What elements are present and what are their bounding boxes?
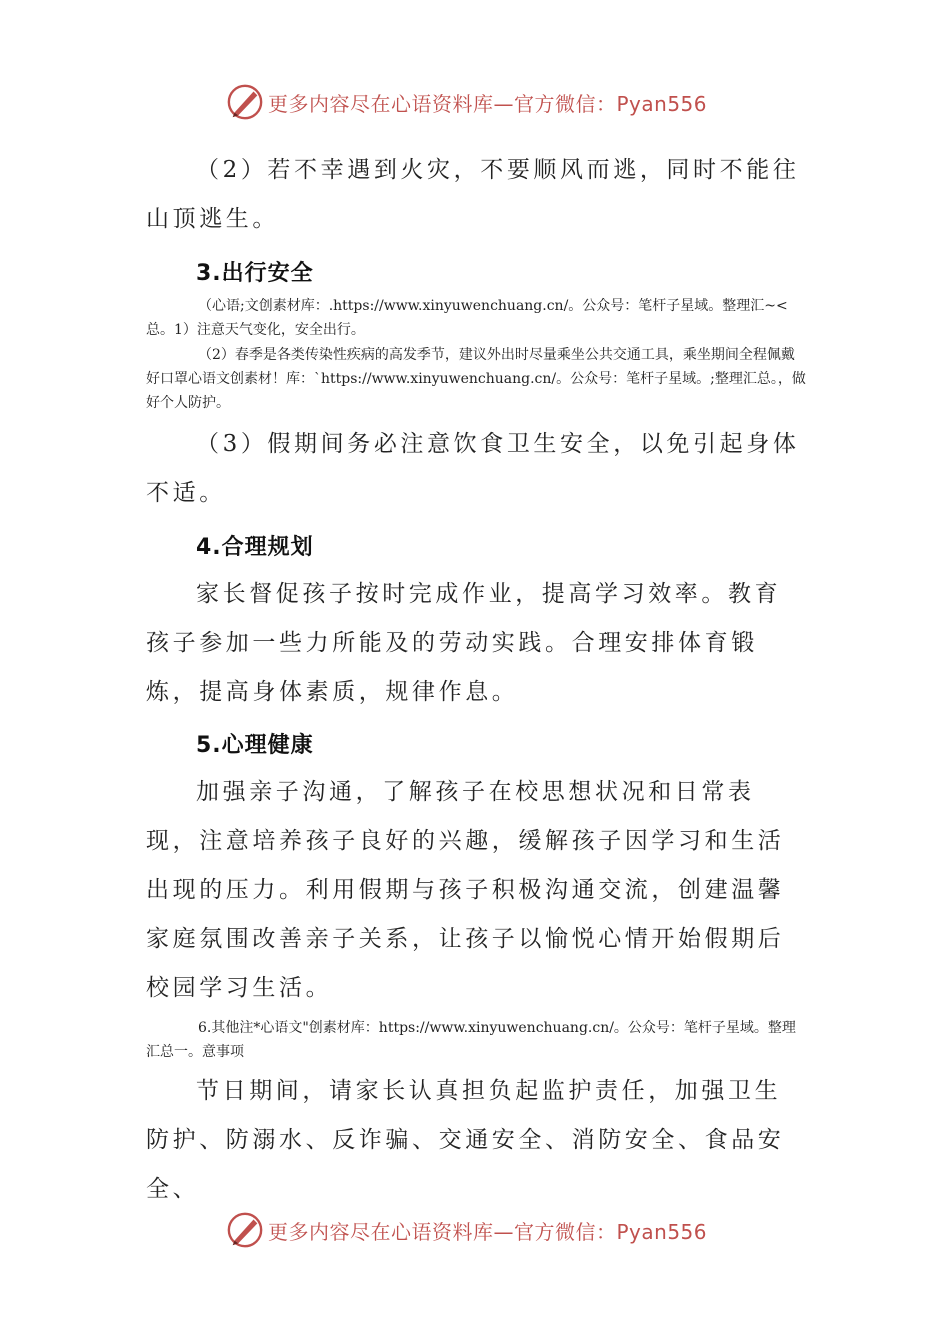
pen-logo-icon xyxy=(226,1211,264,1249)
heading-planning: 4.合理规划 xyxy=(196,535,314,560)
header-banner xyxy=(226,82,707,122)
footer-banner xyxy=(226,1210,707,1250)
banner-text: 更多内容尽在心语资料库—官方微信：Pyan556 xyxy=(268,1219,708,1244)
paragraph-food-safety: （3）假期间务必注意饮食卫生安全，以免引起身体不适。 xyxy=(146,431,800,506)
paragraph-fire-escape: （2）若不幸遇到火灾，不要顺风而逃，同时不能往山顶逃生。 xyxy=(146,157,800,232)
note-epidemic: （2）春季是各类传染性疾病的高发季节，建议外出时尽量乘坐公共交通工具，乘坐期间全程佩戴好口罩心语文创素材！库：`https://www.xinyuwenchuang.cn/。公众号：笔杆子星域。;整理汇总。，做好个人防护。 xyxy=(146,347,806,411)
paragraph-holiday-supervision: 节日期间，请家长认真担负起监护责任，加强卫生防护、防溺水、反诈骗、交通安全、消防安全、食品安全、 xyxy=(146,1078,785,1202)
paragraph-planning: 家长督促孩子按时完成作业，提高学习效率。教育孩子参加一些力所能及的劳动实践。合理安排体育锻炼，提高身体素质，规律作息。 xyxy=(146,581,782,705)
note-weather: （心语;文创素材库：.https://www.xinyuwenchuang.cn/。公众号：笔杆子星域。整理汇~<总。1）注意天气变化，安全出行。 xyxy=(146,298,788,338)
pen-logo-icon xyxy=(226,83,264,121)
note-other-matters: 6.其他注*心语文"创素材库：https://www.xinyuwenchuang.cn/。公众号：笔杆子星域。整理汇总一。意事项 xyxy=(146,1020,796,1060)
heading-mental-health: 5.心理健康 xyxy=(196,733,314,758)
heading-travel-safety: 3.出行安全 xyxy=(196,261,314,286)
paragraph-mental-health: 加强亲子沟通，了解孩子在校思想状况和日常表现，注意培养孩子良好的兴趣，缓解孩子因学习和生活出现的压力。利用假期与孩子积极沟通交流，创建温馨家庭氛围改善亲子关系，让孩子以愉悦心情开始假期后校园学习生活。 xyxy=(146,779,785,1001)
banner-text: 更多内容尽在心语资料库—官方微信：Pyan556 xyxy=(268,91,708,116)
